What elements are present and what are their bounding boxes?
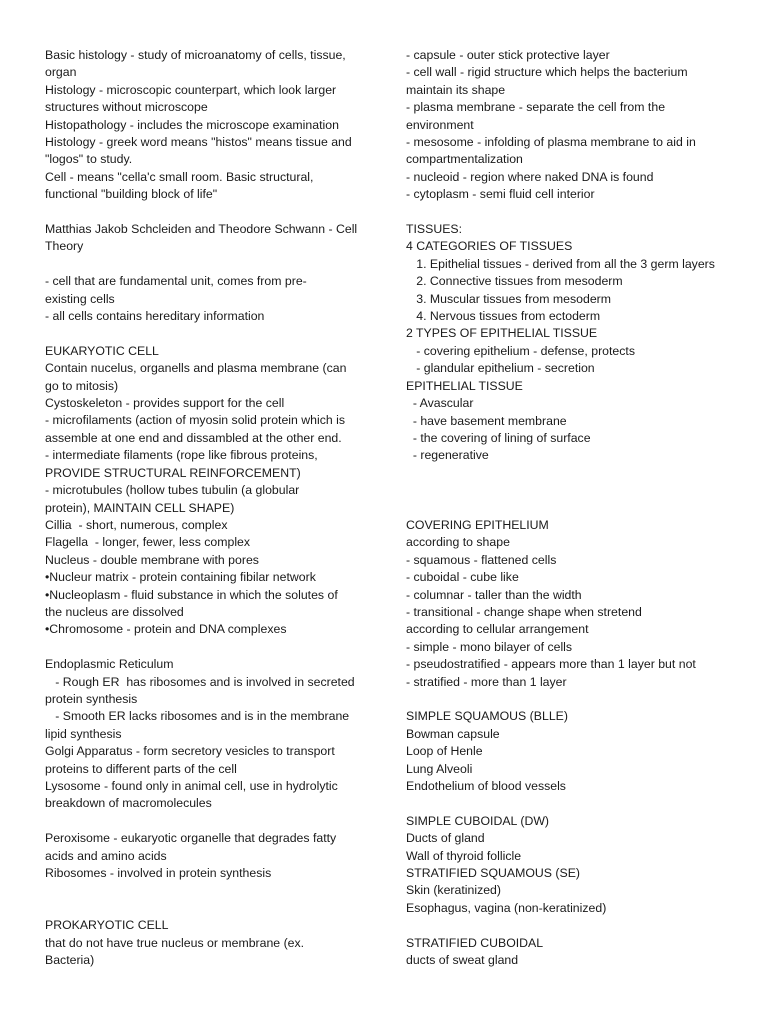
left-column-line: - cell that are fundamental unit, comes from pre-: [45, 274, 307, 289]
left-column-line: the nucleus are dissolved: [45, 604, 184, 619]
right-column-line: Ducts of gland: [406, 831, 485, 846]
left-column-line: "logos" to study.: [45, 152, 133, 167]
right-column-line: COVERING EPITHELIUM: [406, 517, 549, 532]
right-column-line: - regenerative: [406, 448, 489, 463]
left-column-line: - microfilaments (action of myosin solid protein which is: [45, 413, 346, 428]
left-column-line: Nucleus - double membrane with pores: [45, 552, 259, 567]
left-column-line: Cillia - short, numerous, complex: [45, 517, 228, 532]
right-column-line: Endothelium of blood vessels: [406, 778, 566, 793]
right-column-line: [406, 917, 736, 934]
left-column-line: go to mitosis): [45, 378, 119, 393]
right-column-line: SIMPLE CUBOIDAL (DW): [406, 813, 550, 828]
right-column-line: 4 CATEGORIES OF TISSUES: [406, 239, 573, 254]
right-column-line: SIMPLE SQUAMOUS (BLLE): [406, 709, 568, 724]
right-column-line: Wall of thyroid follicle: [406, 848, 522, 863]
left-column-line: protein synthesis: [45, 691, 138, 706]
right-column-line: 4. Nervous tissues from ectoderm: [406, 309, 601, 324]
right-column-line: ducts of sweat gland: [406, 953, 519, 968]
right-column-line: - transitional - change shape when stretend: [406, 604, 642, 619]
left-column-line: Histopathology - includes the microscope examination: [45, 117, 339, 132]
left-column-line: Ribosomes - involved in protein synthesis: [45, 866, 272, 881]
right-column-line: - squamous - flattened cells: [406, 552, 557, 567]
left-column-line: - all cells contains hereditary information: [45, 309, 265, 324]
left-column-line: EUKARYOTIC CELL: [45, 343, 159, 358]
right-column-line: STRATIFIED SQUAMOUS (SE): [406, 866, 580, 880]
left-column-line: that do not have true nucleus or membrane (ex.: [45, 935, 305, 950]
left-column-line: existing cells: [45, 291, 115, 306]
right-column-line: - capsule - outer stick protective layer: [406, 48, 610, 62]
right-column-line: - nucleoid - region where naked DNA is found: [406, 169, 654, 184]
right-column-line: - cytoplasm - semi fluid cell interior: [406, 187, 595, 202]
left-column-line: •Nucleoplasm - fluid substance in which the solutes of: [45, 587, 338, 602]
left-column-line: Cell - means "cella'c small room. Basic structural,: [45, 169, 314, 184]
right-column-line: maintain its shape: [406, 82, 506, 97]
left-column-line: - microtubules (hollow tubes tubulin (a globular: [45, 483, 300, 498]
left-column-line: Endoplasmic Reticulum: [45, 657, 174, 672]
right-column-line: - stratified - more than 1 layer: [406, 674, 567, 689]
right-column-line: 3. Muscular tissues from mesoderm: [406, 291, 612, 306]
right-column-line: [406, 500, 736, 517]
right-column-line: - simple - mono bilayer of cells: [406, 639, 573, 654]
left-column-line: Histology - greek word means "histos" means tissue and: [45, 135, 352, 150]
left-column-line: breakdown of macromolecules: [45, 796, 212, 811]
right-column-line: environment: [406, 117, 474, 132]
right-column-line: Esophagus, vagina (non-keratinized): [406, 900, 607, 915]
right-column-line: - cell wall - rigid structure which helps the bacterium: [406, 65, 688, 80]
left-column-line: acids and amino acids: [45, 848, 167, 863]
right-column-line: - have basement membrane: [406, 413, 567, 428]
left-column-line: - intermediate filaments (rope like fibrous proteins,: [45, 448, 318, 463]
right-column-line: STRATIFIED CUBOIDAL: [406, 935, 544, 950]
left-column-line: PROKARYOTIC CELL: [45, 918, 169, 933]
right-column-line: - the covering of lining of surface: [406, 430, 591, 445]
left-column-line: Basic histology - study of microanatomy of cells, tissue,: [45, 48, 346, 62]
left-column-line: assemble at one end and dissambled at the other end.: [45, 430, 342, 445]
right-column-line: [406, 204, 736, 221]
left-column-line: [45, 639, 367, 656]
right-column-line: - plasma membrane - separate the cell from the: [406, 100, 666, 115]
left-column-line: proteins to different parts of the cell: [45, 761, 237, 776]
left-column-line: Contain nucelus, organells and plasma membrane (can: [45, 361, 347, 376]
left-column-line: [45, 813, 367, 830]
right-column-line: [406, 795, 736, 812]
right-column-line: - Avascular: [406, 396, 474, 411]
right-column-line: [406, 482, 736, 499]
left-column-line: •Nucleur matrix - protein containing fibilar network: [45, 570, 316, 585]
right-column-line: 1. Epithelial tissues - derived from all the 3 germ layers: [406, 256, 715, 271]
right-column-line: - mesosome - infolding of plasma membrane to aid in: [406, 135, 696, 150]
right-column-line: Lung Alveoli: [406, 761, 473, 776]
left-column-line: Bacteria): [45, 953, 95, 968]
right-column-line: 2. Connective tissues from mesoderm: [406, 274, 623, 289]
right-column-line: Loop of Henle: [406, 744, 483, 759]
left-column-line: Theory: [45, 239, 84, 254]
left-column-line: - Smooth ER lacks ribosomes and is in the membrane: [45, 709, 350, 724]
left-column-line: [45, 900, 367, 917]
right-column-line: compartmentalization: [406, 152, 523, 167]
right-column-line: - glandular epithelium - secretion: [406, 361, 595, 376]
left-column-line: [45, 204, 367, 221]
right-column-line: [406, 465, 736, 482]
left-column-line: lipid synthesis: [45, 726, 122, 741]
right-column-line: TISSUES:: [406, 222, 463, 237]
left-column-line: Peroxisome - eukaryotic organelle that degrades fatty: [45, 831, 337, 846]
right-column-line: Skin (keratinized): [406, 883, 501, 898]
left-column-line: PROVIDE STRUCTURAL REINFORCEMENT): [45, 465, 301, 480]
left-column-line: Golgi Apparatus - form secretory vesicles to transport: [45, 744, 335, 759]
right-column-line: - covering epithelium - defense, protects: [406, 343, 635, 358]
left-column-line: [45, 256, 367, 273]
left-column-line: Histology - microscopic counterpart, which look larger: [45, 82, 337, 97]
left-column-line: protein), MAINTAIN CELL SHAPE): [45, 500, 235, 515]
right-column-line: 2 TYPES OF EPITHELIAL TISSUE: [406, 326, 598, 341]
right-column-line: - columnar - taller than the width: [406, 587, 582, 602]
left-column-line: Matthias Jakob Schcleiden and Theodore Schwann - Cell: [45, 222, 358, 237]
right-column-line: Bowman capsule: [406, 726, 500, 741]
right-text-column: [406, 47, 736, 969]
right-column-line: - cuboidal - cube like: [406, 570, 519, 585]
right-column-line: according to shape: [406, 535, 510, 550]
left-column-line: Lysosome - found only in animal cell, use in hydrolytic: [45, 779, 338, 793]
left-column-line: Cystoskeleton - provides support for the cell: [45, 396, 285, 411]
right-column-line: - pseudostratified - appears more than 1 layer but not: [406, 657, 696, 672]
left-column-line: [45, 325, 367, 342]
left-text-column: [45, 47, 367, 969]
left-column-line: [45, 882, 367, 899]
right-column-line: EPITHELIAL TISSUE: [406, 378, 523, 393]
right-column-line: according to cellular arrangement: [406, 622, 589, 637]
left-column-line: structures without microscope: [45, 100, 208, 115]
left-column-line: functional "building block of life": [45, 187, 218, 202]
left-column-line: organ: [45, 65, 77, 80]
left-column-line: •Chromosome - protein and DNA complexes: [45, 622, 287, 637]
left-column-line: - Rough ER has ribosomes and is involved in secreted: [45, 674, 355, 689]
left-column-line: Flagella - longer, fewer, less complex: [45, 535, 251, 550]
right-column-line: [406, 691, 736, 708]
